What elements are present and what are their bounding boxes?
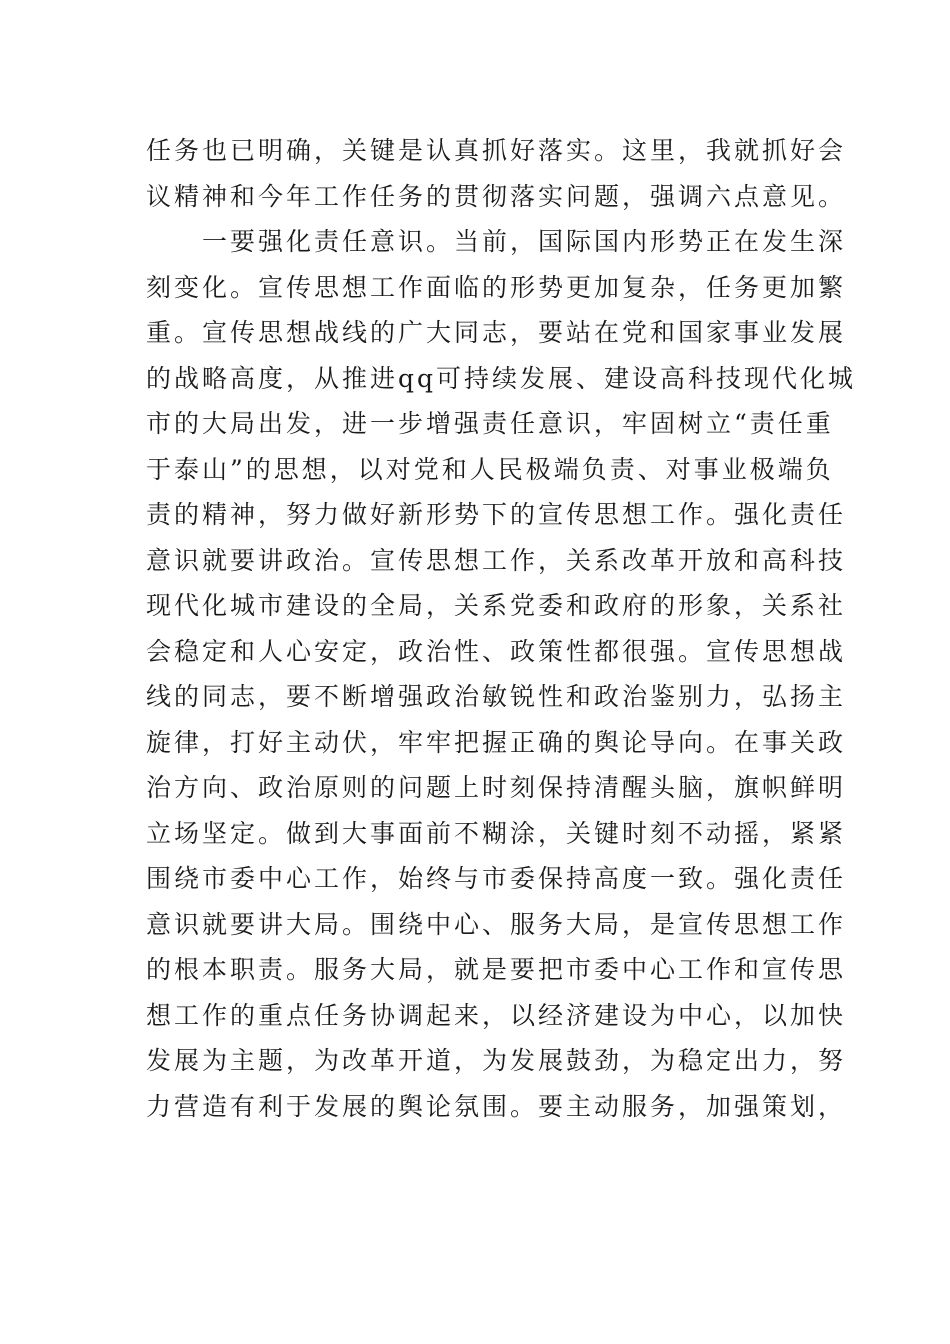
text-line: 围绕市委中心工作，始终与市委保持高度一致。强化责任 [146, 864, 847, 893]
text-line: 想工作的重点任务协调起来，以经济建设为中心，以加快 [146, 1000, 847, 1030]
text-line: 刻变化。宣传思想工作面临的形势更加复杂，任务更加繁 [146, 272, 847, 302]
text-line: 立场坚定。做到大事面前不糊涂，关键时刻不动摇，紧紧 [146, 818, 847, 848]
text-line: 议精神和今年工作任务的贯彻落实问题，强调六点意见。 [146, 181, 847, 211]
text-line: 重。宣传思想战线的广大同志，要站在党和国家事业发展 [146, 318, 847, 347]
text-line: 会稳定和人心安定，政治性、政策性都很强。宣传思想战 [146, 636, 847, 666]
text-line: 现代化城市建设的全局，关系党委和政府的形象，关系社 [146, 591, 847, 620]
text-line: 力营造有利于发展的舆论氛围。要主动服务，加强策划， [146, 1091, 847, 1121]
text-line: 的战略高度，从推进qq可持续发展、建设高科技现代化城 [146, 363, 857, 393]
text-line: 治方向、政治原则的问题上时刻保持清醒头脑，旗帜鲜明 [146, 773, 847, 802]
text-line: 的根本职责。服务大局，就是要把市委中心工作和宣传思 [146, 955, 847, 984]
text-line: 意识就要讲政治。宣传思想工作，关系改革开放和高科技 [146, 545, 847, 575]
body-text [146, 128, 857, 1129]
text-line: 任务也已明确，关键是认真抓好落实。这里，我就抓好会 [146, 136, 847, 165]
paragraph-first-line: 一要强化责任意识。当前，国际国内形势正在发生深 [202, 227, 847, 256]
text-line: 旋律，打好主动伏，牢牢把握正确的舆论导向。在事关政 [146, 727, 847, 757]
text-line: 发展为主题，为改革开道，为发展鼓劲，为稳定出力，努 [146, 1046, 847, 1075]
text-line: 线的同志，要不断增强政治敏锐性和政治鉴别力，弘扬主 [146, 682, 847, 711]
text-line: 意识就要讲大局。围绕中心、服务大局，是宣传思想工作 [146, 909, 847, 939]
text-line: 于泰山”的思想，以对党和人民极端负责、对事业极端负 [146, 454, 834, 484]
text-line: 责的精神，努力做好新形势下的宣传思想工作。强化责任 [146, 500, 847, 529]
text-line: 市的大局出发，进一步增强责任意识，牢固树立“责任重 [146, 409, 834, 438]
